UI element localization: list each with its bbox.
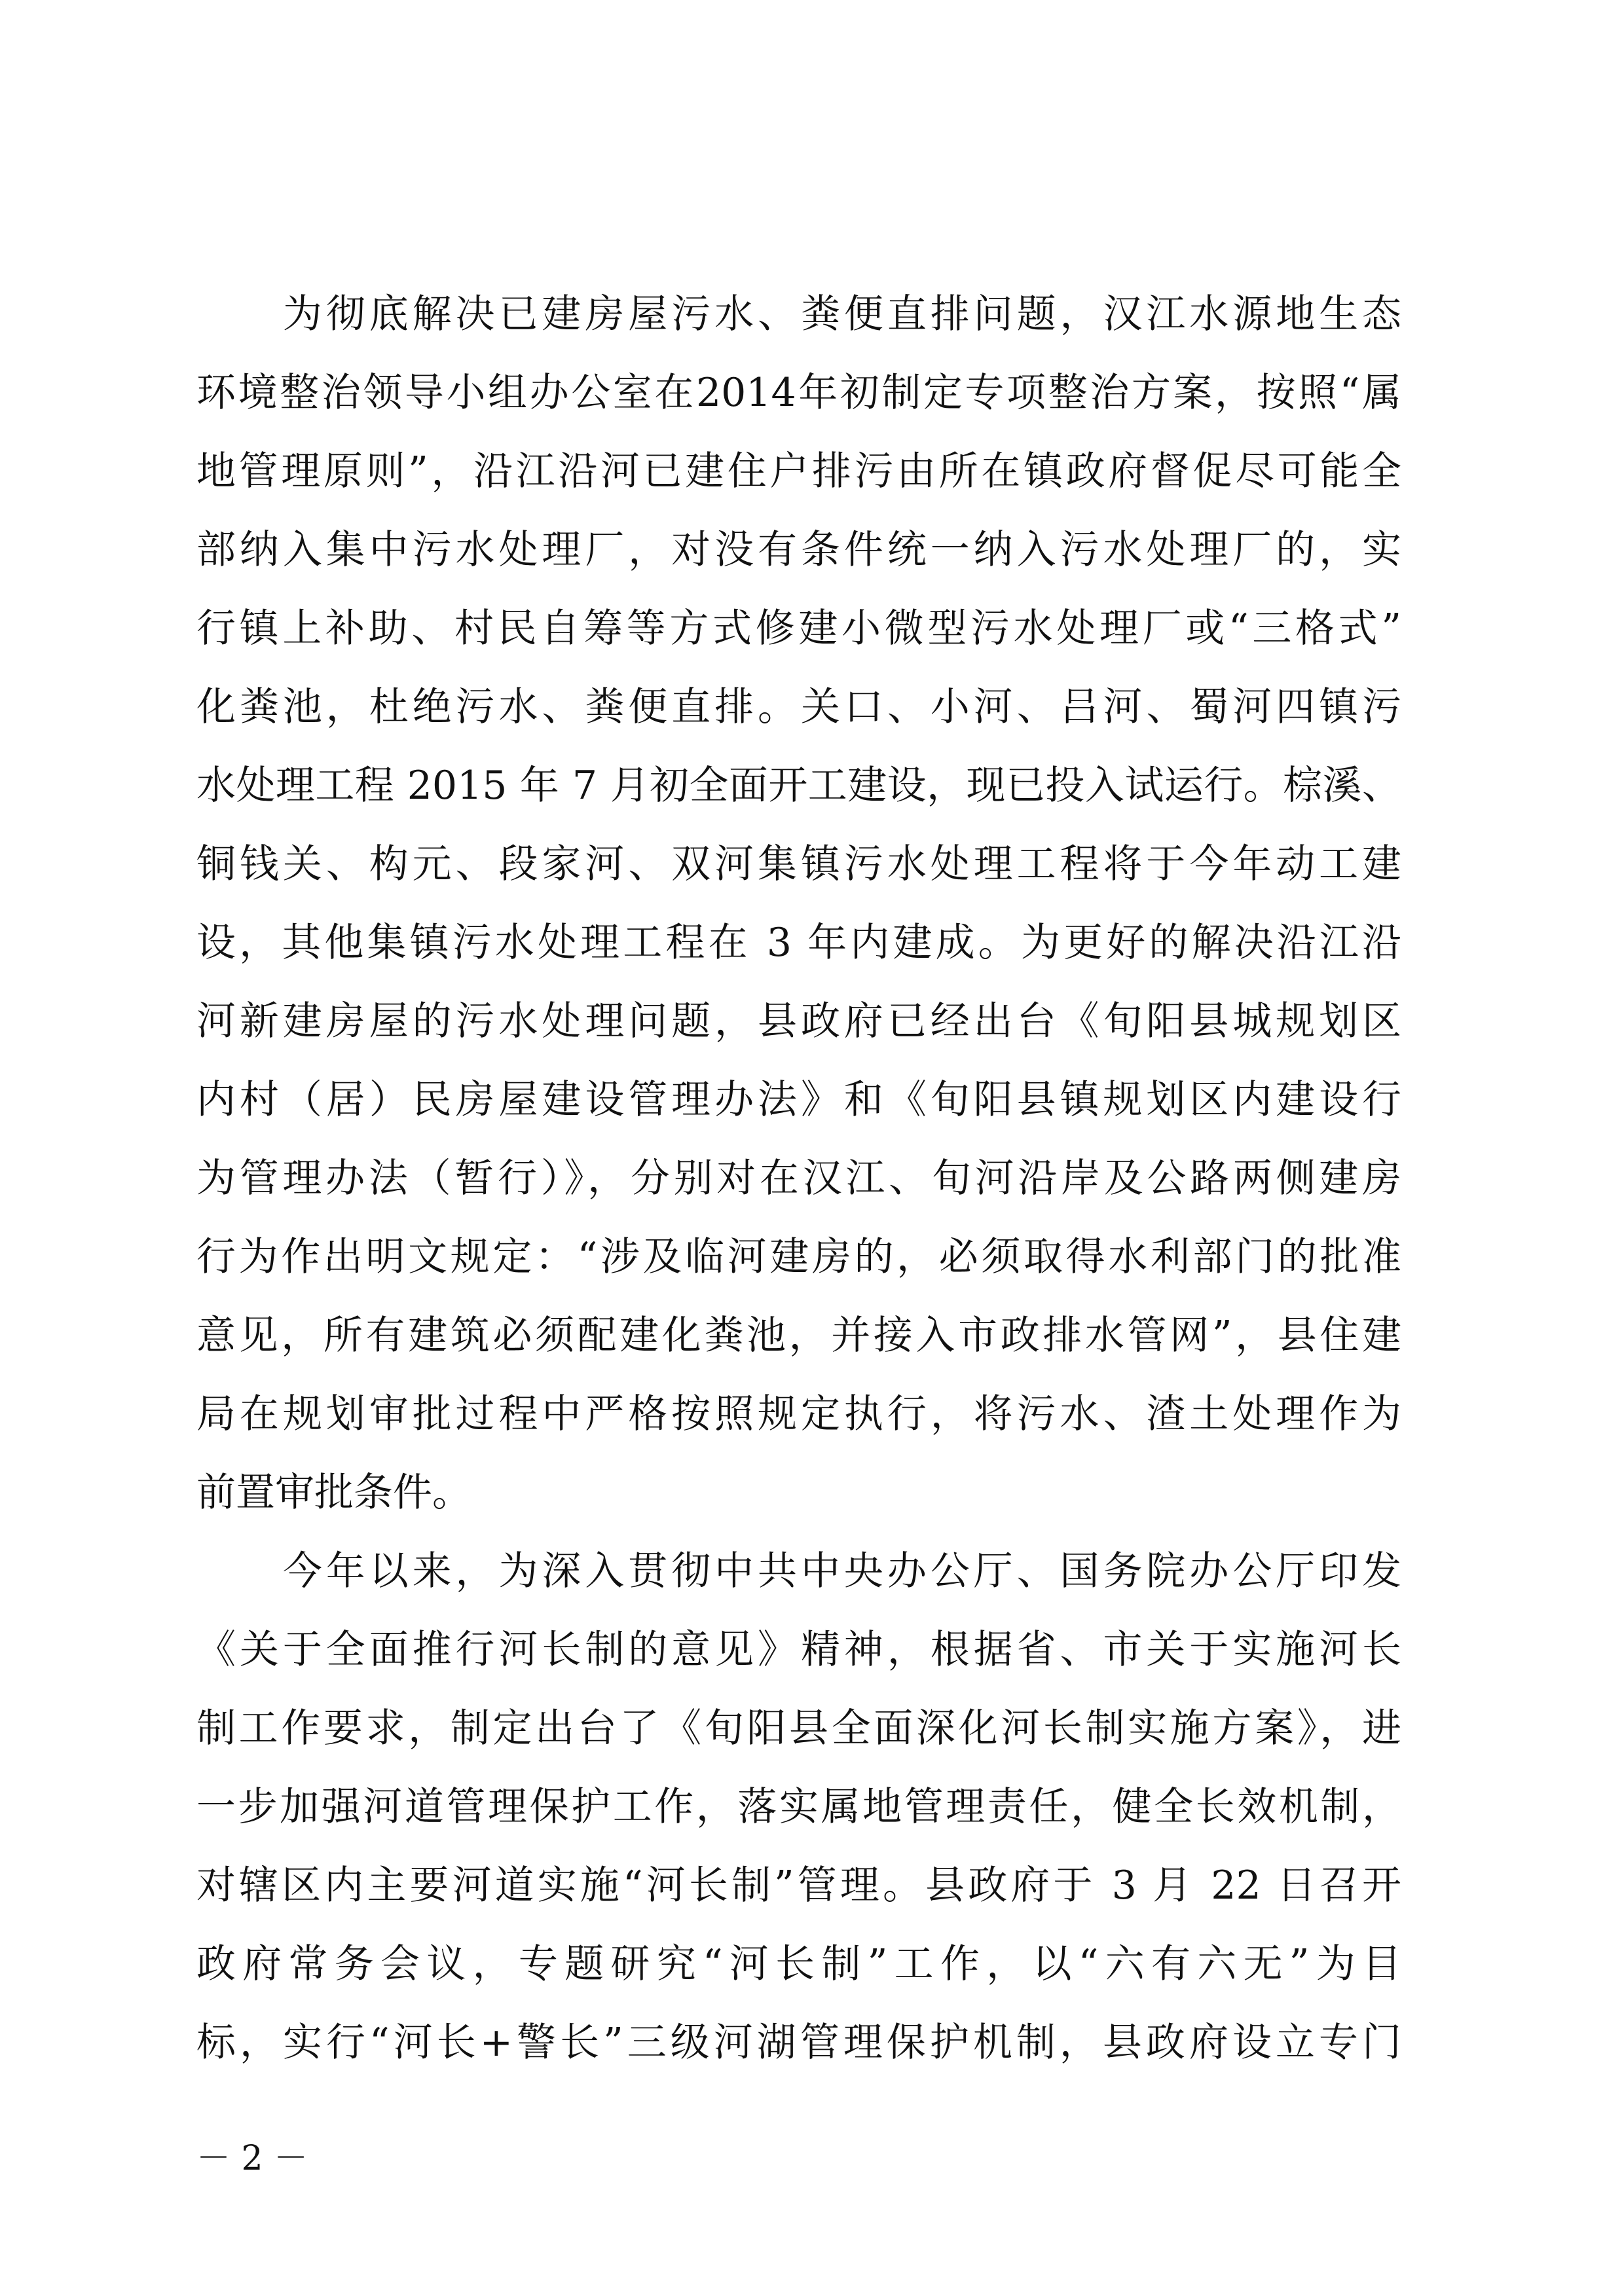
text-line-last: 前置审批条件。 xyxy=(196,1470,471,1516)
text-line: 化粪池，杜绝污水、粪便直排。关口、小河、吕河、蜀河四镇污 xyxy=(196,684,1401,730)
text-line: 《关于全面推行河长制的意见》精神，根据省、市关于实施河长 xyxy=(196,1627,1401,1673)
text-line: 标，实行“河长+警长”三级河湖管理保护机制，县政府设立专门 xyxy=(196,2020,1401,2066)
text-line: 对辖区内主要河道实施“河长制”管理。县政府于 3 月 22 日召开 xyxy=(196,1863,1401,1908)
document-body xyxy=(196,275,1401,2082)
text-line: 设，其他集镇污水处理工程在 3 年内建成。为更好的解决沿江沿 xyxy=(196,920,1401,966)
text-line: 水处理工程 2015 年 7 月初全面开工建设，现已投入试运行。棕溪、 xyxy=(196,763,1401,809)
paragraph-1 xyxy=(196,275,1401,1532)
text-line: 铜钱关、构元、段家河、双河集镇污水处理工程将于今年动工建 xyxy=(196,841,1401,887)
text-line: 行镇上补助、村民自筹等方式修建小微型污水处理厂或“三格式” xyxy=(196,606,1401,651)
text-line: 环境整治领导小组办公室在2014年初制定专项整治方案，按照“属 xyxy=(196,370,1401,416)
text-line: 地管理原则”，沿江沿河已建住户排污由所在镇政府督促尽可能全 xyxy=(196,448,1401,494)
text-line: 局在规划审批过程中严格按照规定执行，将污水、渣土处理作为 xyxy=(196,1391,1401,1437)
text-line: 为管理办法（暂行）》，分别对在汉江、旬河沿岸及公路两侧建房 xyxy=(196,1156,1401,1201)
text-line: 河新建房屋的污水处理问题，县政府已经出台《旬阳县城规划区 xyxy=(196,998,1401,1044)
paragraph-2 xyxy=(196,1532,1401,2082)
text-line: 意见，所有建筑必须配建化粪池，并接入市政排水管网”，县住建 xyxy=(196,1313,1401,1358)
text-line: 为彻底解决已建房屋污水、粪便直排问题，汉江水源地生态 xyxy=(196,291,1401,337)
text-line: 一步加强河道管理保护工作，落实属地管理责任，健全长效机制， xyxy=(196,1784,1401,1830)
text-line: 制工作要求，制定出台了《旬阳县全面深化河长制实施方案》，进 xyxy=(196,1705,1401,1751)
text-line: 今年以来，为深入贯彻中共中央办公厅、国务院办公厅印发 xyxy=(196,1548,1401,1594)
page-number: － 2 － xyxy=(196,2139,308,2178)
text-line: 部纳入集中污水处理厂，对没有条件统一纳入污水处理厂的，实 xyxy=(196,527,1401,573)
text-line: 政府常务会议，专题研究“河长制”工作，以“六有六无”为目 xyxy=(196,1941,1401,1987)
text-line: 内村（居）民房屋建设管理办法》和《旬阳县镇规划区内建设行 xyxy=(196,1077,1401,1123)
text-line: 行为作出明文规定：“涉及临河建房的，必须取得水利部门的批准 xyxy=(196,1234,1401,1280)
